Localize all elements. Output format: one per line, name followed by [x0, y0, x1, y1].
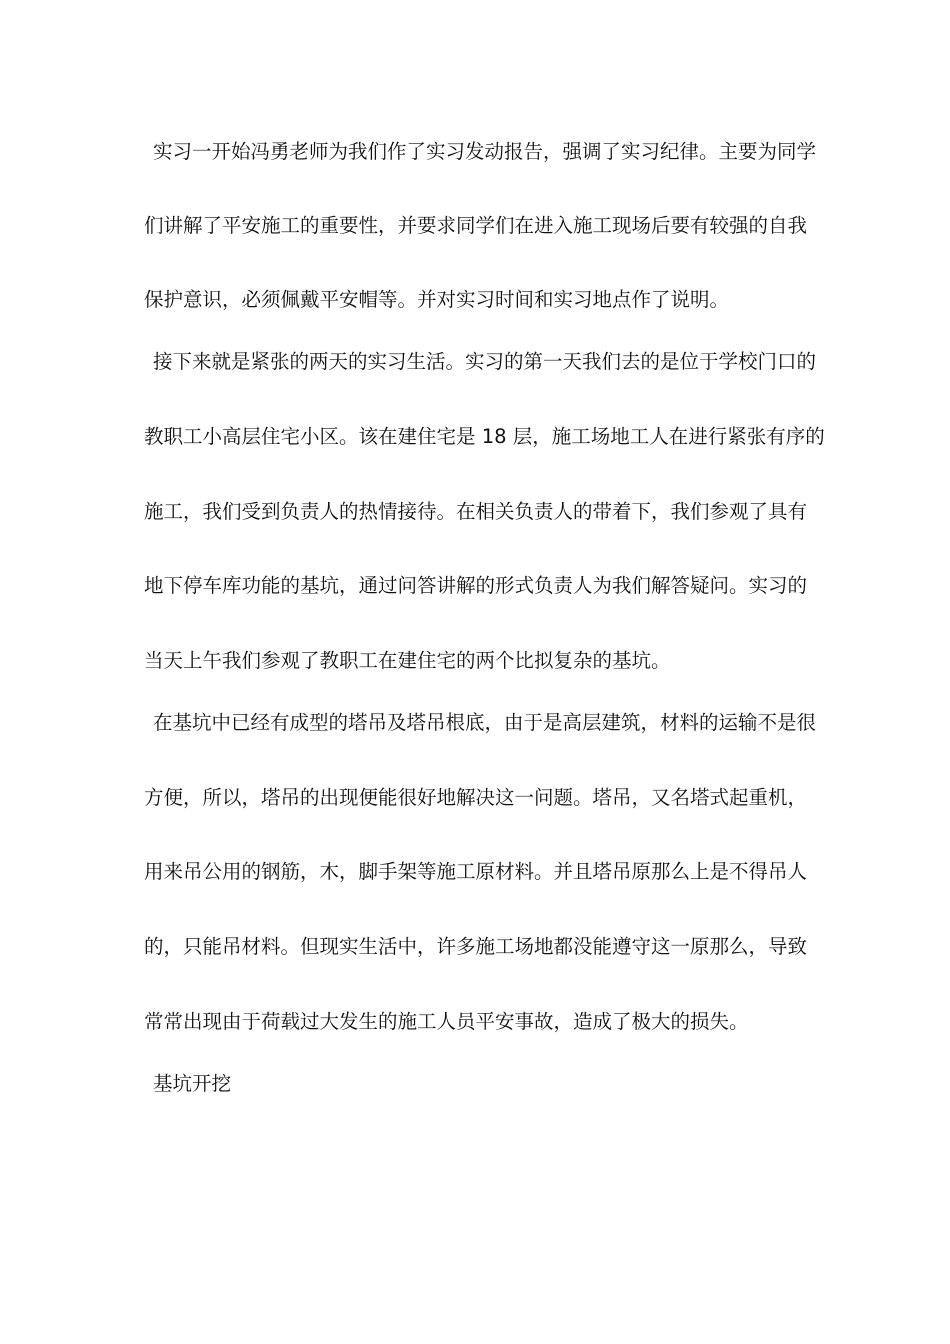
- paragraph-3-line-2: 方便，所以，塔吊的出现便能很好地解决这一问题。塔吊，又名塔式起重机，: [144, 786, 808, 809]
- paragraph-3-line-5: 常常出现由于荷载过大发生的施工人员平安事故，造成了极大的损失。: [144, 1010, 749, 1033]
- paragraph-1-line-1: 实习一开始冯勇老师为我们作了实习发动报告，强调了实习纪律。主要为同学: [153, 140, 817, 163]
- paragraph-1-line-2: 们讲解了平安施工的重要性，并要求同学们在进入施工现场后要有较强的自我: [144, 214, 808, 237]
- paragraph-2-line-3: 施工，我们受到负责人的热情接待。在相关负责人的带着下，我们参观了具有: [144, 500, 808, 523]
- paragraph-1-line-3: 保护意识，必须佩戴平安帽等。并对实习时间和实习地点作了说明。: [144, 288, 730, 311]
- paragraph-2-line-5: 当天上午我们参观了教职工在建住宅的两个比拟复杂的基坑。: [144, 649, 671, 672]
- paragraph-3-line-4: 的，只能吊材料。但现实生活中，许多施工场地都没能遵守这一原那么，导致: [144, 935, 808, 958]
- paragraph-2-line-1: 接下来就是紧张的两天的实习生活。实习的第一天我们去的是位于学校门口的: [153, 350, 817, 373]
- paragraph-2-line-4: 地下停车库功能的基坑，通过问答讲解的形式负责人为我们解答疑问。实习的: [144, 574, 808, 597]
- paragraph-3-line-1: 在基坑中已经有成型的塔吊及塔吊根底，由于是高层建筑，材料的运输不是很: [153, 711, 817, 734]
- paragraph-3-line-3: 用来吊公用的钢筋，木，脚手架等施工原材料。并且塔吊原那么上是不得吊人: [144, 860, 808, 883]
- paragraph-2-line-2: 教职工小高层住宅小区。该在建住宅是 18 层，施工场地工人在进行紧张有序的: [144, 425, 825, 448]
- section-heading: 基坑开挖: [153, 1072, 232, 1095]
